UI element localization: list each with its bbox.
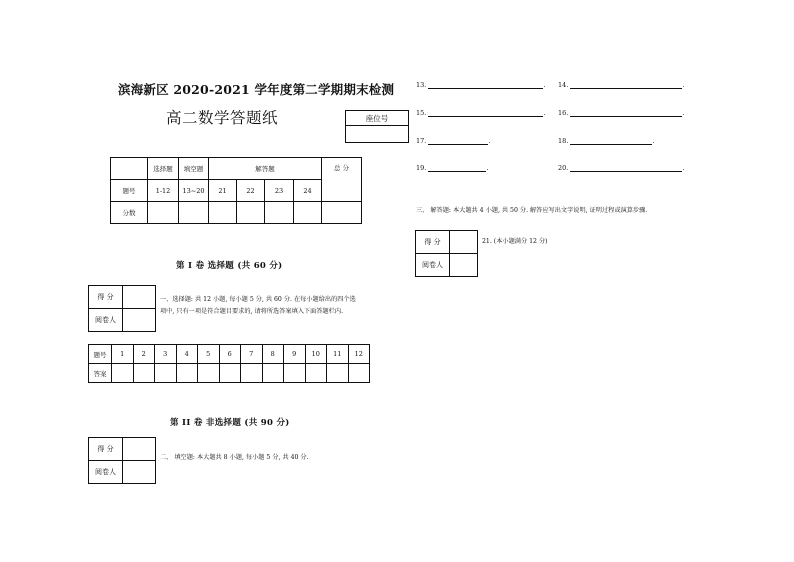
answer-row-label-number: 题号: [89, 345, 112, 364]
answer-input-cell[interactable]: [219, 364, 241, 383]
fill-blank-end-mark: .: [488, 137, 491, 145]
question-21-label: 21. (本小题满分 12 分): [482, 238, 548, 245]
fill-blank-answer-line[interactable]: [428, 80, 546, 89]
answer-number-cell: 1: [112, 345, 134, 364]
seat-number-label: 座位号: [346, 111, 409, 126]
answer-input-cell[interactable]: [284, 364, 306, 383]
score-number-cell: 21: [209, 180, 237, 202]
grader-score-field[interactable]: [123, 286, 156, 309]
part3-grader-box: [415, 230, 478, 277]
score-row-label-score: 分数: [111, 202, 148, 224]
score-table-corner: [111, 158, 148, 180]
score-row-label-number: 题号: [111, 180, 148, 202]
answer-number-cell: 12: [348, 345, 370, 364]
score-input-cell[interactable]: [322, 202, 362, 224]
answer-number-cell: 5: [198, 345, 220, 364]
fill-blank-number: 13.: [416, 81, 427, 89]
fill-blank-answer-line[interactable]: [570, 136, 655, 145]
fill-blank-end-mark: .: [652, 137, 655, 145]
score-header-total: 总 分: [322, 158, 362, 202]
grader-reviewer-field[interactable]: [123, 309, 156, 332]
score-number-cell: 24: [294, 180, 322, 202]
answer-number-cell: 7: [241, 345, 263, 364]
grader-score-label: 得 分: [89, 438, 123, 461]
answer-input-cell[interactable]: [133, 364, 155, 383]
exam-title: 滨海新区 2020-2021 学年度第二学期期末检测: [118, 82, 395, 97]
fill-blank-number: 18.: [558, 137, 569, 145]
choice-answer-table: [88, 344, 370, 383]
answer-input-cell[interactable]: [241, 364, 263, 383]
fill-blank-item: [558, 163, 684, 172]
answer-row-label-answer: 答案: [89, 364, 112, 383]
answer-input-cell[interactable]: [176, 364, 198, 383]
answer-number-cell: 9: [284, 345, 306, 364]
part1-instruction: [160, 294, 356, 318]
grader-reviewer-label: 阅卷人: [89, 309, 123, 332]
fill-blank-item: [558, 136, 654, 145]
answer-input-cell[interactable]: [112, 364, 134, 383]
fill-blank-end-mark: .: [682, 109, 685, 117]
fill-blank-end-mark: .: [543, 109, 546, 117]
answer-number-cell: 8: [262, 345, 284, 364]
score-input-cell[interactable]: [179, 202, 209, 224]
score-input-cell[interactable]: [265, 202, 294, 224]
part1-instruction-line: 项中, 只有一项是符合题目要求的, 请将所选答案填入下面答题栏内.: [160, 308, 344, 315]
fill-blank-item: [416, 80, 545, 89]
answer-input-cell[interactable]: [348, 364, 370, 383]
fill-blank-answer-line[interactable]: [428, 163, 489, 172]
fill-blank-item: [558, 108, 684, 117]
score-summary-table: [110, 157, 362, 224]
grader-score-label: 得 分: [416, 231, 450, 254]
grader-score-field[interactable]: [450, 231, 478, 254]
answer-input-cell[interactable]: [155, 364, 177, 383]
answer-number-cell: 3: [155, 345, 177, 364]
score-number-cell: 23: [265, 180, 294, 202]
answer-sheet-title: 高二数学答题纸: [166, 109, 279, 127]
part2-instruction: 二、 填空题: 本大题共 8 小题, 每小题 5 分, 共 40 分.: [160, 454, 309, 461]
fill-blank-answer-line[interactable]: [570, 80, 685, 89]
score-number-cell: 22: [237, 180, 265, 202]
fill-blank-answer-line[interactable]: [428, 136, 491, 145]
fill-blank-end-mark: .: [682, 81, 685, 89]
answer-number-cell: 10: [305, 345, 327, 364]
fill-blank-number: 20.: [558, 164, 569, 172]
answer-number-cell: 11: [327, 345, 349, 364]
score-input-cell[interactable]: [294, 202, 322, 224]
answer-input-cell[interactable]: [262, 364, 284, 383]
fill-blank-number: 14.: [558, 81, 569, 89]
part3-instruction: 三、 解答题: 本大题共 4 小题, 共 50 分. 解答应写出文字说明, 证明过程或演算步骤.: [416, 207, 648, 214]
part1-heading: 第 I 卷 选择题 (共 60 分): [176, 261, 283, 271]
score-number-cell: 13~20: [179, 180, 209, 202]
fill-blank-item: [416, 108, 545, 117]
score-input-cell[interactable]: [237, 202, 265, 224]
fill-blank-number: 16.: [558, 109, 569, 117]
fill-blank-answer-line[interactable]: [570, 163, 685, 172]
part2-grader-box: [88, 437, 156, 484]
seat-number-box: [345, 110, 409, 143]
answer-input-cell[interactable]: [327, 364, 349, 383]
score-number-cell: 1-12: [148, 180, 179, 202]
fill-blank-end-mark: .: [682, 164, 685, 172]
fill-blank-number: 15.: [416, 109, 427, 117]
grader-reviewer-label: 阅卷人: [89, 461, 123, 484]
grader-score-label: 得 分: [89, 286, 123, 309]
fill-blank-answer-line[interactable]: [428, 108, 546, 117]
score-header-fill: 填空题: [179, 158, 209, 180]
part1-instruction-line: 一、选择题: 共 12 小题, 每小题 5 分, 共 60 分. 在每小题给出的四个选: [160, 296, 356, 303]
fill-blank-item: [416, 163, 488, 172]
answer-input-cell[interactable]: [305, 364, 327, 383]
seat-number-field[interactable]: [346, 126, 409, 143]
score-header-solve: 解答题: [209, 158, 322, 180]
score-input-cell[interactable]: [209, 202, 237, 224]
answer-number-cell: 4: [176, 345, 198, 364]
fill-blank-end-mark: .: [543, 81, 546, 89]
grader-score-field[interactable]: [123, 438, 156, 461]
fill-blank-item: [416, 136, 490, 145]
score-input-cell[interactable]: [148, 202, 179, 224]
grader-reviewer-field[interactable]: [450, 254, 478, 277]
part2-heading: 第 II 卷 非选择题 (共 90 分): [170, 418, 290, 428]
fill-blank-end-mark: .: [486, 164, 489, 172]
part1-grader-box: [88, 285, 156, 332]
score-header-choice: 选择题: [148, 158, 179, 180]
fill-blank-answer-line[interactable]: [570, 108, 685, 117]
fill-blank-number: 19.: [416, 164, 427, 172]
grader-reviewer-field[interactable]: [123, 461, 156, 484]
fill-blank-item: [558, 80, 684, 89]
grader-reviewer-label: 阅卷人: [416, 254, 450, 277]
fill-blank-number: 17.: [416, 137, 427, 145]
answer-number-cell: 2: [133, 345, 155, 364]
answer-input-cell[interactable]: [198, 364, 220, 383]
answer-number-cell: 6: [219, 345, 241, 364]
